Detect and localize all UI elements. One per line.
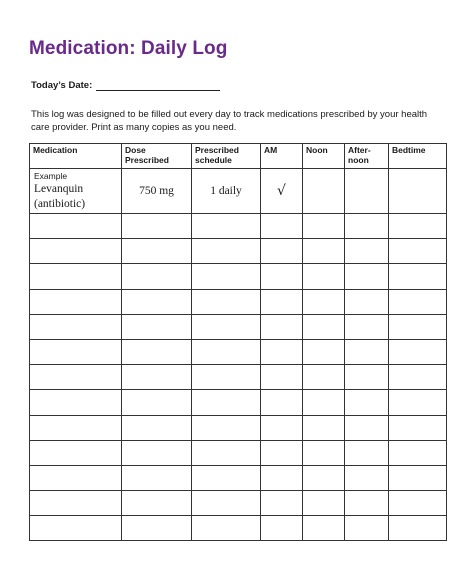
example-drug-name: Levanquin bbox=[34, 183, 84, 195]
log-cell-schedule[interactable] bbox=[192, 440, 261, 465]
log-cell-medication[interactable] bbox=[30, 440, 122, 465]
log-cell-schedule[interactable] bbox=[192, 516, 261, 541]
log-cell-dose[interactable] bbox=[122, 314, 192, 339]
log-cell-bedtime[interactable] bbox=[389, 516, 447, 541]
example-dose-cell: 750 mg bbox=[122, 169, 192, 214]
log-cell-bedtime[interactable] bbox=[389, 289, 447, 314]
log-cell-noon[interactable] bbox=[303, 365, 345, 390]
log-cell-schedule[interactable] bbox=[192, 390, 261, 415]
table-row bbox=[30, 264, 447, 289]
table-row bbox=[30, 440, 447, 465]
example-drug-type: (antibiotic) bbox=[34, 198, 86, 210]
log-cell-noon[interactable] bbox=[303, 239, 345, 264]
log-cell-medication[interactable] bbox=[30, 415, 122, 440]
log-cell-dose[interactable] bbox=[122, 264, 192, 289]
example-row bbox=[30, 169, 447, 214]
log-cell-dose[interactable] bbox=[122, 365, 192, 390]
date-blank-line[interactable] bbox=[96, 81, 220, 91]
log-cell-dose[interactable] bbox=[122, 390, 192, 415]
log-cell-medication[interactable] bbox=[30, 264, 122, 289]
log-cell-bedtime[interactable] bbox=[389, 214, 447, 239]
log-cell-bedtime[interactable] bbox=[389, 239, 447, 264]
log-cell-am[interactable] bbox=[261, 339, 303, 364]
log-cell-dose[interactable] bbox=[122, 465, 192, 490]
log-cell-noon[interactable] bbox=[303, 440, 345, 465]
log-cell-medication[interactable] bbox=[30, 214, 122, 239]
log-cell-am[interactable] bbox=[261, 516, 303, 541]
medication-log-table bbox=[29, 143, 447, 541]
log-cell-afternoon[interactable] bbox=[345, 214, 389, 239]
log-cell-am[interactable] bbox=[261, 390, 303, 415]
log-cell-bedtime[interactable] bbox=[389, 491, 447, 516]
log-cell-bedtime[interactable] bbox=[389, 415, 447, 440]
log-cell-noon[interactable] bbox=[303, 465, 345, 490]
table-row bbox=[30, 339, 447, 364]
log-cell-noon[interactable] bbox=[303, 339, 345, 364]
log-cell-bedtime[interactable] bbox=[389, 314, 447, 339]
example-bedtime-cell bbox=[389, 169, 447, 214]
log-cell-medication[interactable] bbox=[30, 491, 122, 516]
example-medication-cell bbox=[30, 169, 122, 214]
header-medication: Medication bbox=[30, 144, 122, 169]
log-cell-bedtime[interactable] bbox=[389, 365, 447, 390]
log-cell-noon[interactable] bbox=[303, 289, 345, 314]
log-cell-bedtime[interactable] bbox=[389, 465, 447, 490]
log-cell-dose[interactable] bbox=[122, 491, 192, 516]
log-cell-dose[interactable] bbox=[122, 516, 192, 541]
log-cell-afternoon[interactable] bbox=[345, 465, 389, 490]
log-cell-afternoon[interactable] bbox=[345, 264, 389, 289]
date-label: Today’s Date: bbox=[31, 80, 93, 91]
header-prescribed-schedule: Prescribed schedule bbox=[192, 144, 261, 169]
table-row bbox=[30, 415, 447, 440]
table-row bbox=[30, 289, 447, 314]
log-cell-medication[interactable] bbox=[30, 314, 122, 339]
log-cell-schedule[interactable] bbox=[192, 465, 261, 490]
log-cell-schedule[interactable] bbox=[192, 214, 261, 239]
log-cell-medication[interactable] bbox=[30, 289, 122, 314]
table-row bbox=[30, 516, 447, 541]
log-cell-medication[interactable] bbox=[30, 390, 122, 415]
intro-line-2: care provider. Print as many copies as you need. bbox=[31, 122, 237, 133]
log-cell-medication[interactable] bbox=[30, 465, 122, 490]
log-cell-am[interactable] bbox=[261, 214, 303, 239]
header-afternoon: After- noon bbox=[345, 144, 389, 169]
header-bedtime: Bedtime bbox=[389, 144, 447, 169]
log-cell-am[interactable] bbox=[261, 440, 303, 465]
log-cell-am[interactable] bbox=[261, 314, 303, 339]
table-row bbox=[30, 365, 447, 390]
log-cell-noon[interactable] bbox=[303, 415, 345, 440]
log-cell-afternoon[interactable] bbox=[345, 314, 389, 339]
table-row bbox=[30, 491, 447, 516]
log-cell-afternoon[interactable] bbox=[345, 415, 389, 440]
log-cell-noon[interactable] bbox=[303, 491, 345, 516]
table-row bbox=[30, 390, 447, 415]
log-cell-afternoon[interactable] bbox=[345, 491, 389, 516]
log-cell-schedule[interactable] bbox=[192, 339, 261, 364]
log-cell-afternoon[interactable] bbox=[345, 440, 389, 465]
intro-line-1: This log was designed to be filled out every day to track medications prescribed by your health bbox=[31, 109, 428, 120]
example-afternoon-cell bbox=[345, 169, 389, 214]
log-cell-afternoon[interactable] bbox=[345, 365, 389, 390]
log-cell-dose[interactable] bbox=[122, 415, 192, 440]
table-row bbox=[30, 314, 447, 339]
log-cell-noon[interactable] bbox=[303, 264, 345, 289]
example-schedule-cell: 1 daily bbox=[192, 169, 261, 214]
log-cell-medication[interactable] bbox=[30, 516, 122, 541]
log-cell-afternoon[interactable] bbox=[345, 516, 389, 541]
log-cell-am[interactable] bbox=[261, 465, 303, 490]
table-row bbox=[30, 239, 447, 264]
log-cell-bedtime[interactable] bbox=[389, 440, 447, 465]
log-cell-schedule[interactable] bbox=[192, 491, 261, 516]
log-cell-am[interactable] bbox=[261, 491, 303, 516]
log-cell-afternoon[interactable] bbox=[345, 239, 389, 264]
log-cell-am[interactable] bbox=[261, 415, 303, 440]
log-cell-am[interactable] bbox=[261, 264, 303, 289]
example-am-cell bbox=[261, 169, 303, 214]
log-cell-dose[interactable] bbox=[122, 239, 192, 264]
log-cell-am[interactable] bbox=[261, 289, 303, 314]
log-cell-dose[interactable] bbox=[122, 214, 192, 239]
log-cell-medication[interactable] bbox=[30, 365, 122, 390]
log-cell-noon[interactable] bbox=[303, 516, 345, 541]
log-cell-dose[interactable] bbox=[122, 289, 192, 314]
log-cell-schedule[interactable] bbox=[192, 264, 261, 289]
header-dose-prescribed: Dose Prescribed bbox=[122, 144, 192, 169]
log-cell-noon[interactable] bbox=[303, 390, 345, 415]
checkmark-icon: √ bbox=[277, 183, 286, 199]
log-cell-medication[interactable] bbox=[30, 339, 122, 364]
header-noon: Noon bbox=[303, 144, 345, 169]
log-cell-schedule[interactable] bbox=[192, 314, 261, 339]
log-cell-schedule[interactable] bbox=[192, 289, 261, 314]
log-cell-bedtime[interactable] bbox=[389, 390, 447, 415]
date-field bbox=[31, 80, 220, 91]
log-cell-medication[interactable] bbox=[30, 239, 122, 264]
intro-text bbox=[31, 108, 441, 134]
log-cell-afternoon[interactable] bbox=[345, 390, 389, 415]
log-cell-noon[interactable] bbox=[303, 214, 345, 239]
log-cell-dose[interactable] bbox=[122, 440, 192, 465]
page-title: Medication: Daily Log bbox=[29, 38, 228, 59]
header-am: AM bbox=[261, 144, 303, 169]
log-cell-bedtime[interactable] bbox=[389, 339, 447, 364]
log-cell-afternoon[interactable] bbox=[345, 289, 389, 314]
log-cell-schedule[interactable] bbox=[192, 365, 261, 390]
table-row bbox=[30, 465, 447, 490]
log-cell-bedtime[interactable] bbox=[389, 264, 447, 289]
example-label: Example bbox=[34, 171, 68, 181]
log-cell-am[interactable] bbox=[261, 365, 303, 390]
log-cell-noon[interactable] bbox=[303, 314, 345, 339]
log-cell-am[interactable] bbox=[261, 239, 303, 264]
log-cell-schedule[interactable] bbox=[192, 239, 261, 264]
table-header-row bbox=[30, 144, 447, 169]
table-row bbox=[30, 214, 447, 239]
log-cell-dose[interactable] bbox=[122, 339, 192, 364]
log-cell-afternoon[interactable] bbox=[345, 339, 389, 364]
example-noon-cell bbox=[303, 169, 345, 214]
log-cell-schedule[interactable] bbox=[192, 415, 261, 440]
